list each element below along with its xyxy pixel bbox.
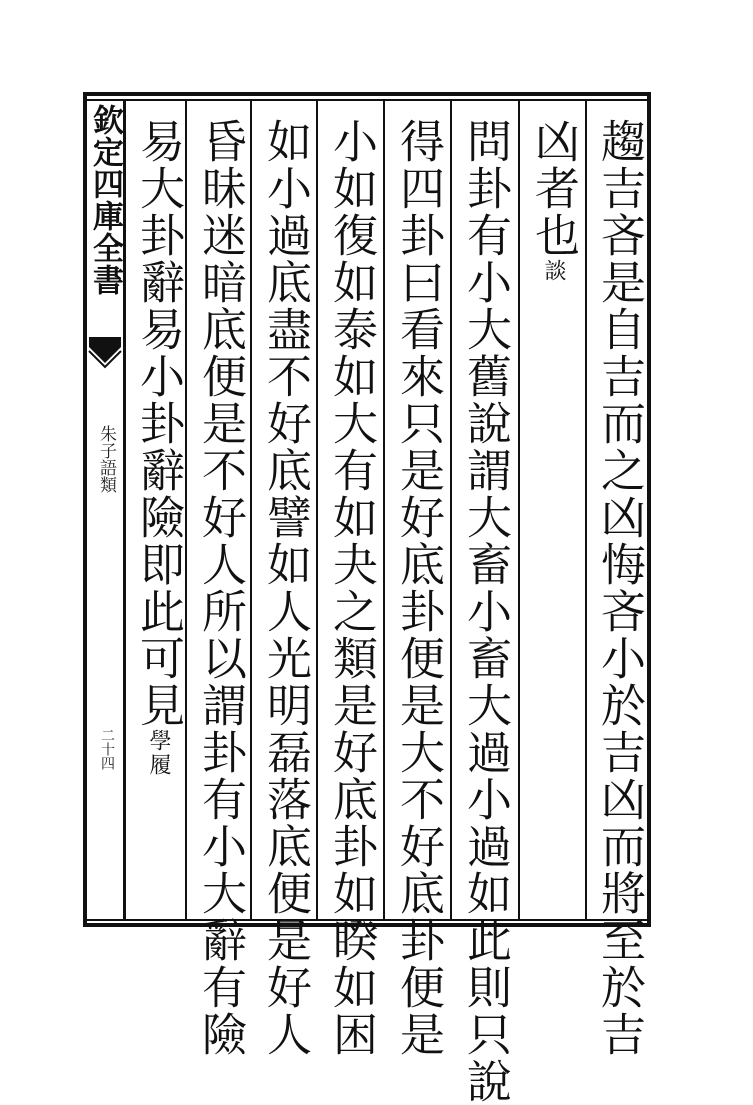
column-text: 易大卦辭易小卦辭險即此可見: [132, 118, 185, 729]
annotation-note: 學履: [146, 729, 171, 777]
column-text: 小如復如泰如大有如夬之類是好底卦如睽如困: [325, 118, 378, 1058]
column-text: 得四卦曰看來只是好底卦便是大不好底卦便是: [392, 118, 445, 1058]
text-column-2: [522, 118, 584, 918]
column-text: 凶者也: [527, 118, 580, 259]
gutter-section-title: 朱子語類: [96, 425, 116, 493]
column-divider: [383, 100, 385, 920]
text-column-6: [254, 118, 316, 1058]
column-divider: [316, 100, 318, 920]
column-text: 問卦有小大舊說謂大畜小畜大過小過如此則只說: [459, 118, 512, 1105]
annotation-note: 談: [541, 259, 566, 283]
column-text: 趨吉吝是自吉而之凶悔吝小於吉凶而將至於吉: [593, 118, 646, 1058]
column-divider: [585, 100, 587, 920]
gutter-divider: [123, 100, 126, 920]
text-column-1: [588, 118, 650, 1058]
border-rule-top: [85, 99, 647, 101]
column-text: 如小過底盡不好底譬如人光明磊落底便是好人: [259, 118, 312, 1058]
text-column-7: [189, 118, 251, 1058]
gutter-page-number: 二十四: [99, 728, 115, 770]
text-column-4: [387, 118, 449, 1058]
column-divider: [518, 100, 520, 920]
column-divider: [450, 100, 452, 920]
text-column-5: [320, 118, 382, 1058]
column-text: 昏昧迷暗底便是不好人所以謂卦有小大辭有險: [194, 118, 247, 1058]
gutter-book-title: 欽定四庫全書: [87, 104, 123, 296]
text-column-3: [454, 118, 516, 1105]
text-column-8: [127, 118, 189, 918]
fishtail-mark-icon: [88, 335, 122, 385]
